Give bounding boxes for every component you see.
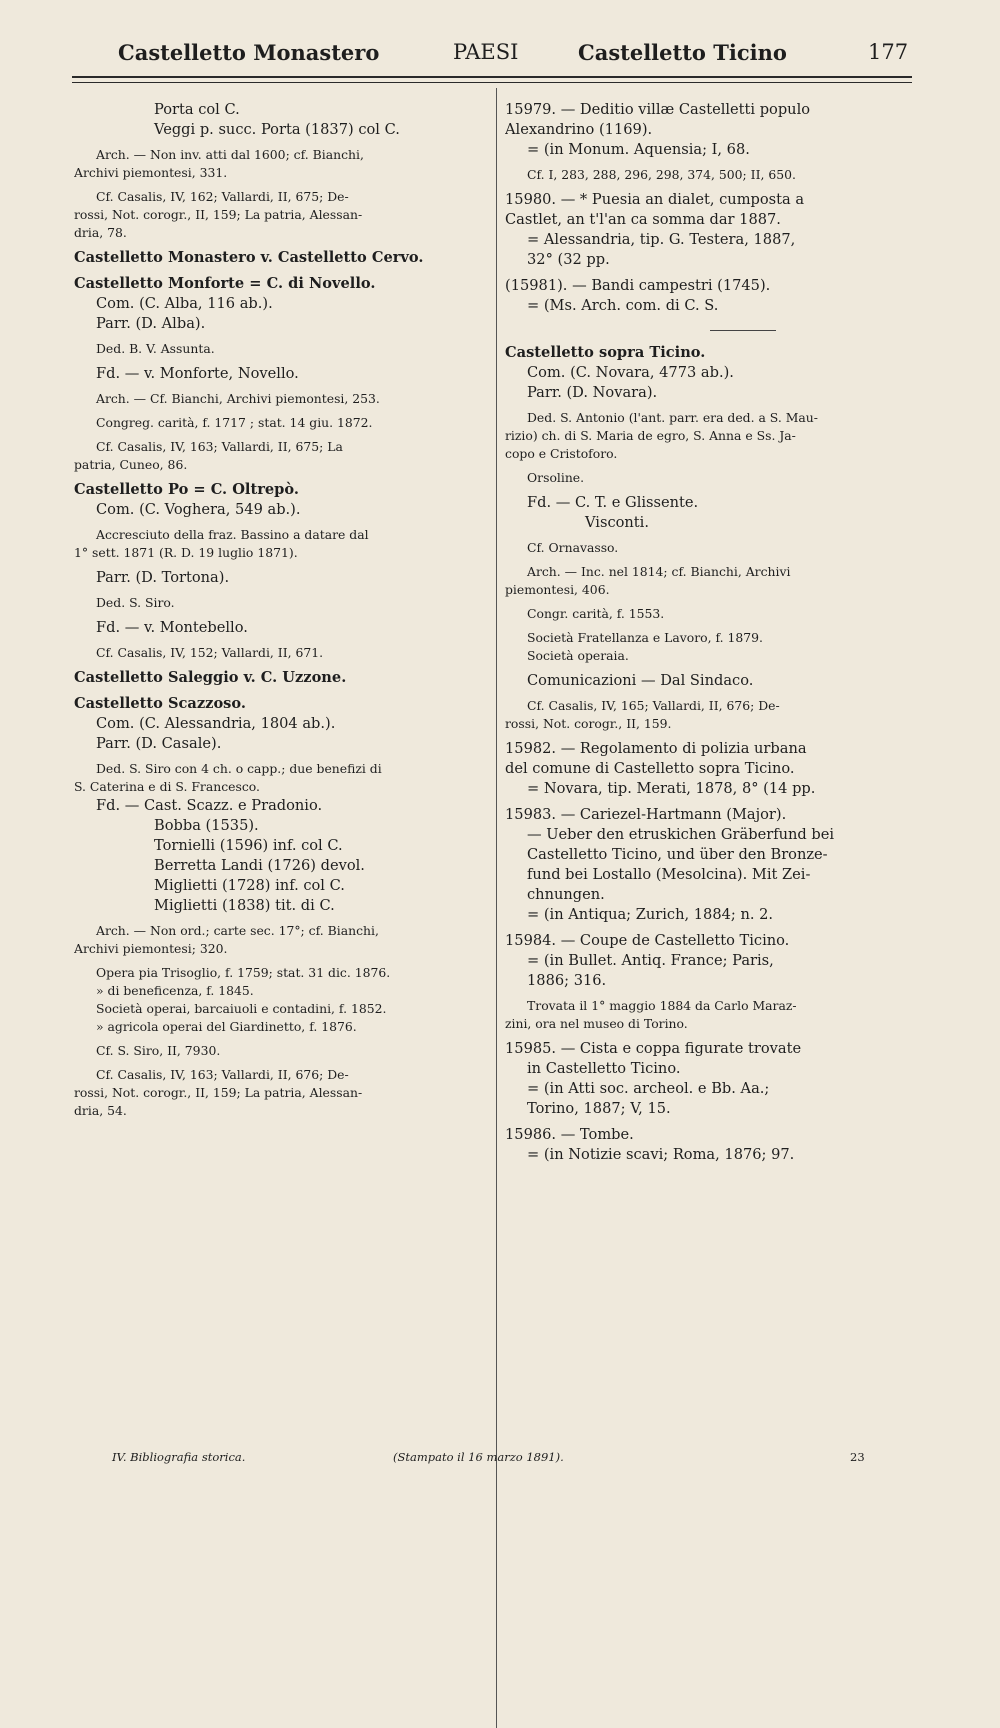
- text-line: Cf. I, 283, 288, 296, 298, 374, 500; II, 650.: [527, 167, 796, 182]
- entry-heading: Castelletto Monforte = C. di Novello.: [74, 275, 376, 292]
- text-line: rossi, Not. corogr., II, 159.: [505, 716, 672, 731]
- text-line: Società operai, barcaiuoli e contadini, f. 1852.: [96, 1001, 387, 1016]
- text-line: Ded. S. Siro.: [96, 595, 175, 610]
- header-rule: [72, 76, 912, 78]
- entry-heading: Castelletto Monastero v. Castelletto Cervo.: [74, 249, 424, 266]
- text-line: Bobba (1535).: [154, 817, 259, 834]
- text-line: Cf. Casalis, IV, 165; Vallardi, II, 676; De-: [527, 698, 780, 713]
- right-column: [505, 100, 913, 1165]
- footer-left: IV. Bibliografia storica.: [112, 1450, 246, 1464]
- page-number: 177: [868, 40, 909, 64]
- text-line: Castelletto Ticino, und über den Bronze-: [527, 846, 828, 863]
- text-line: Com. (C. Alessandria, 1804 ab.).: [96, 715, 336, 732]
- text-line: Miglietti (1728) inf. col C.: [154, 877, 345, 894]
- text-line: 1886; 316.: [527, 972, 607, 989]
- text-line: dria, 78.: [74, 225, 127, 240]
- text-line: copo e Cristoforo.: [505, 446, 618, 461]
- text-line: Fd. — v. Montebello.: [96, 619, 248, 636]
- text-line: Accresciuto della fraz. Bassino a datare dal: [96, 527, 369, 542]
- text-line: Cf. Casalis, IV, 152; Vallardi, II, 671.: [96, 645, 324, 660]
- text-line: Parr. (D. Alba).: [96, 315, 206, 332]
- text-line: fund bei Lostallo (Mesolcina). Mit Zei-: [527, 866, 811, 883]
- text-line: Trovata il 1° maggio 1884 da Carlo Maraz-: [527, 998, 797, 1013]
- footer-center: (Stampato il 16 marzo 1891).: [393, 1450, 564, 1464]
- section-separator: [710, 330, 776, 331]
- text-line: Arch. — Non ord.; carte sec. 17°; cf. Bianchi,: [96, 923, 379, 938]
- left-column: [74, 100, 482, 1120]
- text-line: Porta col C.: [154, 101, 240, 118]
- text-line: Opera pia Trisoglio, f. 1759; stat. 31 dic. 1876.: [96, 965, 391, 980]
- header-rule-thin: [72, 82, 912, 83]
- text-line: Miglietti (1838) tit. di C.: [154, 897, 335, 914]
- text-line: = (in Notizie scavi; Roma, 1876; 97.: [527, 1146, 795, 1163]
- text-line: Congreg. carità, f. 1717 ; stat. 14 giu. 1872.: [96, 415, 373, 430]
- text-line: = Alessandria, tip. G. Testera, 1887,: [527, 231, 796, 248]
- text-line: 15980. — * Puesia an dialet, cumposta a: [505, 191, 805, 208]
- text-line: Com. (C. Novara, 4773 ab.).: [527, 364, 734, 381]
- text-line: Berretta Landi (1726) devol.: [154, 857, 365, 874]
- text-line: in Castelletto Ticino.: [527, 1060, 681, 1077]
- text-line: = Novara, tip. Merati, 1878, 8° (14 pp.: [527, 780, 816, 797]
- text-line: = (in Bullet. Antiq. France; Paris,: [527, 952, 774, 969]
- text-line: Cf. Ornavasso.: [527, 540, 619, 555]
- right-column-top: [505, 100, 913, 316]
- text-line: Torino, 1887; V, 15.: [527, 1100, 671, 1117]
- text-line: Comunicazioni — Dal Sindaco.: [527, 672, 754, 689]
- text-line: Fd. — v. Monforte, Novello.: [96, 365, 299, 382]
- text-line: Tornielli (1596) inf. col C.: [154, 837, 343, 854]
- text-line: 15986. — Tombe.: [505, 1126, 634, 1143]
- text-line: Ded. S. Antonio (l'ant. parr. era ded. a S. Mau-: [527, 410, 818, 425]
- text-line: Fd. — C. T. e Glissente.: [527, 494, 699, 511]
- text-line: » di beneficenza, f. 1845.: [96, 983, 254, 998]
- text-line: Archivi piemontesi; 320.: [74, 941, 228, 956]
- text-line: Com. (C. Voghera, 549 ab.).: [96, 501, 301, 518]
- text-line: rossi, Not. corogr., II, 159; La patria, Alessan-: [74, 207, 363, 222]
- text-line: 15984. — Coupe de Castelletto Ticino.: [505, 932, 790, 949]
- entry-heading: Castelletto sopra Ticino.: [505, 344, 706, 361]
- text-line: Cf. Casalis, IV, 163; Vallardi, II, 676; De-: [96, 1067, 349, 1082]
- text-line: » agricola operai del Giardinetto, f. 1876.: [96, 1019, 357, 1034]
- right-column-bottom: [505, 343, 913, 1165]
- text-line: Veggi p. succ. Porta (1837) col C.: [154, 121, 400, 138]
- text-line: S. Caterina e di S. Francesco.: [74, 779, 260, 794]
- entry-heading: Castelletto Scazzoso.: [74, 695, 246, 712]
- text-line: 15983. — Cariezel-Hartmann (Major).: [505, 806, 787, 823]
- text-line: 15982. — Regolamento di polizia urbana: [505, 740, 807, 757]
- text-line: dria, 54.: [74, 1103, 127, 1118]
- text-line: rizio) ch. di S. Maria de egro, S. Anna e Ss. Ja-: [505, 428, 796, 443]
- text-line: = (Ms. Arch. com. di C. S.: [527, 297, 719, 314]
- text-line: 1° sett. 1871 (R. D. 19 luglio 1871).: [74, 545, 298, 560]
- text-line: Fd. — Cast. Scazz. e Pradonio.: [96, 797, 323, 814]
- entry-heading: Castelletto Po = C. Oltrepò.: [74, 481, 299, 498]
- running-head-right: Castelletto Ticino: [578, 40, 787, 65]
- text-line: Arch. — Non inv. atti dal 1600; cf. Bianchi,: [96, 147, 364, 162]
- text-line: 15985. — Cista e coppa figurate trovate: [505, 1040, 802, 1057]
- text-line: Ded. S. Siro con 4 ch. o capp.; due benefizi di: [96, 761, 382, 776]
- text-line: = (in Atti soc. archeol. e Bb. Aa.;: [527, 1080, 770, 1097]
- text-line: 32° (32 pp.: [527, 251, 610, 268]
- footer-right: 23: [850, 1450, 865, 1464]
- text-line: Cf. S. Siro, II, 7930.: [96, 1043, 221, 1058]
- text-line: Alexandrino (1169).: [505, 121, 653, 138]
- entry-heading: Castelletto Saleggio v. C. Uzzone.: [74, 669, 347, 686]
- text-line: del comune di Castelletto sopra Ticino.: [505, 760, 795, 777]
- text-line: Parr. (D. Novara).: [527, 384, 658, 401]
- text-line: = (in Antiqua; Zurich, 1884; n. 2.: [527, 906, 774, 923]
- text-line: chnungen.: [527, 886, 605, 903]
- text-line: Visconti.: [585, 514, 649, 531]
- text-line: Cf. Casalis, IV, 163; Vallardi, II, 675; La: [96, 439, 343, 454]
- text-line: 15979. — Deditio villæ Castelletti populo: [505, 101, 811, 118]
- text-line: rossi, Not. corogr., II, 159; La patria, Alessan-: [74, 1085, 363, 1100]
- text-line: zini, ora nel museo di Torino.: [505, 1016, 688, 1031]
- text-line: Arch. — Cf. Bianchi, Archivi piemontesi, 253.: [96, 391, 380, 406]
- text-line: Parr. (D. Tortona).: [96, 569, 230, 586]
- text-line: = (in Monum. Aquensia; I, 68.: [527, 141, 750, 158]
- text-line: piemontesi, 406.: [505, 582, 610, 597]
- text-line: Cf. Casalis, IV, 162; Vallardi, II, 675; De-: [96, 189, 349, 204]
- text-line: Castlet, an t'l'an ca somma dar 1887.: [505, 211, 781, 228]
- text-line: Ded. B. V. Assunta.: [96, 341, 215, 356]
- text-line: Società operaia.: [527, 648, 629, 663]
- text-line: Arch. — Inc. nel 1814; cf. Bianchi, Archivi: [527, 564, 791, 579]
- text-line: Congr. carità, f. 1553.: [527, 606, 665, 621]
- text-line: (15981). — Bandi campestri (1745).: [505, 277, 771, 294]
- text-line: Com. (C. Alba, 116 ab.).: [96, 295, 273, 312]
- running-head-center: PAESI: [453, 40, 519, 64]
- text-line: Archivi piemontesi, 331.: [74, 165, 228, 180]
- text-line: Orsoline.: [527, 470, 585, 485]
- text-line: patria, Cuneo, 86.: [74, 457, 188, 472]
- text-line: Società Fratellanza e Lavoro, f. 1879.: [527, 630, 763, 645]
- running-head-left: Castelletto Monastero: [118, 40, 380, 65]
- text-line: Parr. (D. Casale).: [96, 735, 222, 752]
- text-line: — Ueber den etruskichen Gräberfund bei: [527, 826, 835, 843]
- column-divider: [496, 88, 497, 1728]
